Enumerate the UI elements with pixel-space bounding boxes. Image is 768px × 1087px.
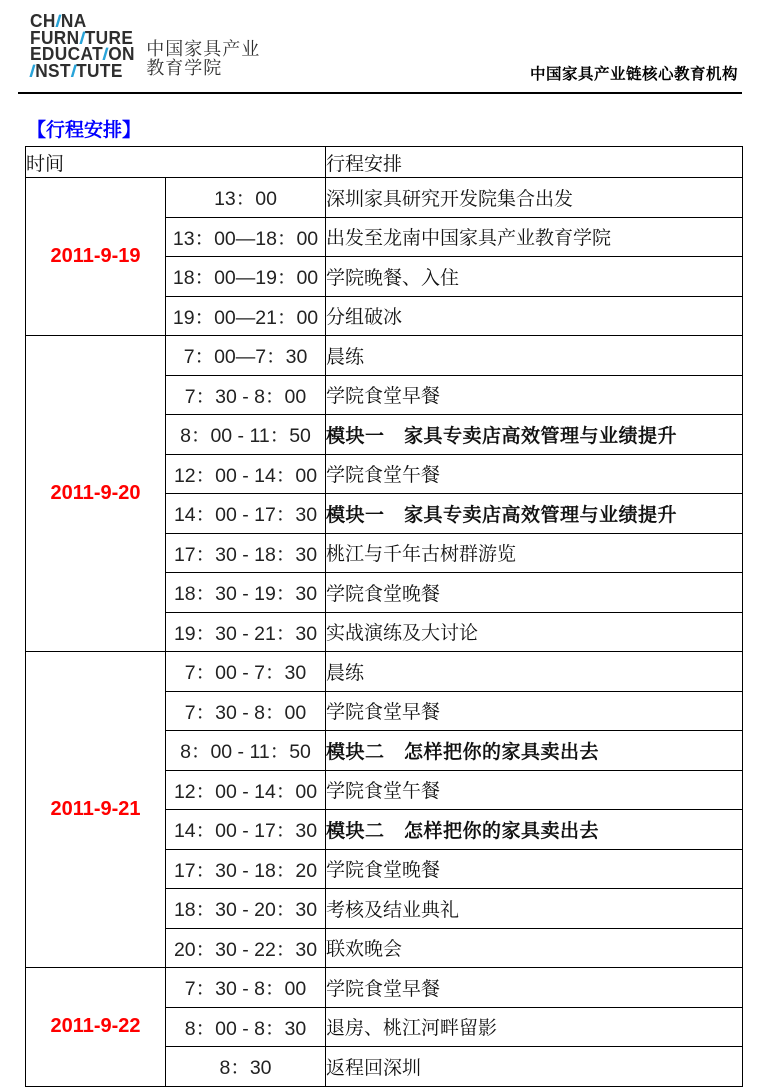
table-header-row (26, 147, 743, 178)
logo-slash-i: I (68, 60, 80, 81)
activity-cell: 学院食堂午餐 (326, 770, 743, 810)
time-cell: 7：00—7：30 (166, 336, 326, 376)
time-cell: 7：30 - 8：00 (166, 691, 326, 731)
section-title: 【行程安排】 (27, 120, 142, 141)
activity-cell: 学院食堂晚餐 (326, 573, 743, 613)
date-cell: 2011-9-21 (26, 652, 166, 968)
time-cell: 8：00 - 11：50 (166, 415, 326, 455)
activity-cell: 返程回深圳 (326, 1047, 743, 1087)
time-cell: 12：00 - 14：00 (166, 770, 326, 810)
activity-cell: 学院食堂早餐 (326, 968, 743, 1008)
time-cell: 8：00 - 8：30 (166, 1007, 326, 1047)
date-cell: 2011-9-20 (26, 336, 166, 652)
logo-cn-line: 中国家具产业 (146, 39, 261, 59)
table-row (26, 652, 743, 692)
logo-line: FURNITURE (30, 27, 134, 48)
table-row (26, 336, 743, 376)
logo (27, 11, 261, 81)
time-cell: 13：00—18：00 (166, 217, 326, 257)
activity-cell: 学院食堂午餐 (326, 454, 743, 494)
logo-slash-i: I (52, 11, 64, 31)
time-cell: 19：30 - 21：30 (166, 612, 326, 652)
time-cell: 17：30 - 18：20 (166, 849, 326, 889)
activity-cell: 实战演练及大讨论 (326, 612, 743, 652)
logo-chinese-name (146, 40, 260, 79)
time-cell: 13：00 (166, 178, 326, 218)
time-cell: 12：00 - 14：00 (166, 454, 326, 494)
activity-cell: 晨练 (326, 336, 743, 376)
logo-slash-i: I (76, 27, 88, 48)
logo-wordmark (27, 11, 135, 81)
date-cell: 2011-9-22 (26, 968, 166, 1087)
activity-cell: 深圳家具研究开发院集合出发 (326, 178, 743, 218)
activity-cell: 模块二 怎样把你的家具卖出去 (326, 731, 743, 771)
activity-cell: 模块一 家具专卖店高效管理与业绩提升 (326, 415, 743, 455)
logo-cn-line: 教育学院 (146, 58, 223, 78)
activity-cell: 分组破冰 (326, 296, 743, 336)
activity-cell: 考核及结业典礼 (326, 889, 743, 929)
logo-line: EDUCATION (30, 44, 135, 64)
logo-line: CHINA (30, 11, 87, 31)
time-cell: 7：30 - 8：00 (166, 968, 326, 1008)
logo-line: INSTITUTE (27, 60, 123, 81)
time-cell: 7：30 - 8：00 (166, 375, 326, 415)
time-cell: 18：30 - 19：30 (166, 573, 326, 613)
col-header-time: 时间 (26, 147, 326, 178)
activity-cell: 学院食堂晚餐 (326, 849, 743, 889)
activity-cell: 学院食堂早餐 (326, 375, 743, 415)
time-cell: 7：00 - 7：30 (166, 652, 326, 692)
col-header-plan: 行程安排 (326, 147, 743, 178)
time-cell: 18：30 - 20：30 (166, 889, 326, 929)
logo-slash-i: I (100, 44, 112, 64)
time-cell: 8：00 - 11：50 (166, 731, 326, 771)
activity-cell: 学院晚餐、入住 (326, 257, 743, 297)
activity-cell: 出发至龙南中国家具产业教育学院 (326, 217, 743, 257)
time-cell: 18：00—19：00 (166, 257, 326, 297)
time-cell: 19：00—21：00 (166, 296, 326, 336)
time-cell: 14：00 - 17：30 (166, 494, 326, 534)
activity-cell: 模块一 家具专卖店高效管理与业绩提升 (326, 494, 743, 534)
time-cell: 8：30 (166, 1047, 326, 1087)
header-tagline: 中国家具产业链核心教育机构 (529, 66, 738, 83)
logo-slash-i: I (27, 60, 39, 81)
activity-cell: 退房、桃江河畔留影 (326, 1007, 743, 1047)
time-cell: 17：30 - 18：30 (166, 533, 326, 573)
table-row (26, 968, 743, 1008)
activity-cell: 晨练 (326, 652, 743, 692)
activity-cell: 学院食堂早餐 (326, 691, 743, 731)
activity-cell: 模块二 怎样把你的家具卖出去 (326, 810, 743, 850)
header-divider (18, 92, 742, 94)
table-row (26, 178, 743, 218)
schedule-table (25, 146, 743, 1087)
activity-cell: 桃江与千年古树群游览 (326, 533, 743, 573)
date-cell: 2011-9-19 (26, 178, 166, 336)
time-cell: 14：00 - 17：30 (166, 810, 326, 850)
time-cell: 20：30 - 22：30 (166, 928, 326, 968)
activity-cell: 联欢晚会 (326, 928, 743, 968)
